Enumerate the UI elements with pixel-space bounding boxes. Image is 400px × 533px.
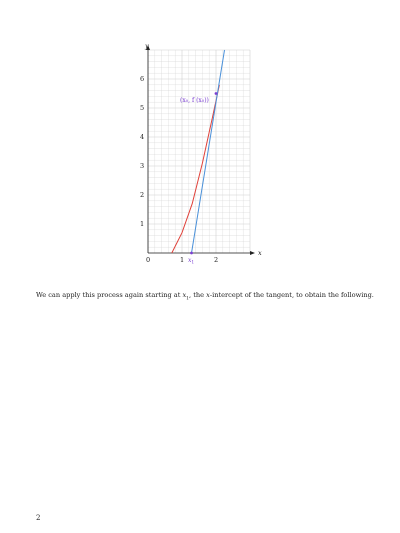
y-tick-label: 6 <box>140 75 145 84</box>
paragraph-text-2: , the <box>189 291 207 299</box>
grid <box>148 50 250 253</box>
x-tick-label: 2 <box>214 256 219 264</box>
annotations <box>180 97 209 266</box>
y-axis-label: y <box>145 42 149 50</box>
origin-label: 0 <box>146 256 151 264</box>
y-tick-label: 1 <box>140 220 145 229</box>
page-number: 2 <box>36 514 41 522</box>
y-tick-label: 3 <box>140 162 145 171</box>
x-axis-label: x <box>258 249 262 257</box>
point-of-tangency <box>215 92 218 95</box>
x-tick-label: 1 <box>180 256 185 264</box>
y-tick-label: 2 <box>140 191 145 200</box>
x-axis-arrow <box>250 251 255 255</box>
y-tick-label: 4 <box>140 133 145 142</box>
point-label: (x₀, f (x₀)) <box>180 97 209 104</box>
tangent-line <box>192 50 225 253</box>
paragraph-variable-2: x <box>206 291 210 299</box>
intercept-label: $x_1$ <box>188 257 195 266</box>
paragraph-variable: x <box>182 291 187 299</box>
body-paragraph <box>36 291 376 302</box>
y-tick-label: 5 <box>140 104 145 113</box>
x-intercept-point <box>190 252 193 255</box>
tangent-line-figure <box>120 38 280 270</box>
paragraph-text-1: We can apply this process again starting at <box>36 291 183 299</box>
paragraph-subscript: 1 <box>186 296 190 302</box>
paragraph-text-3: -intercept of the tangent, to obtain the following. <box>209 291 374 299</box>
